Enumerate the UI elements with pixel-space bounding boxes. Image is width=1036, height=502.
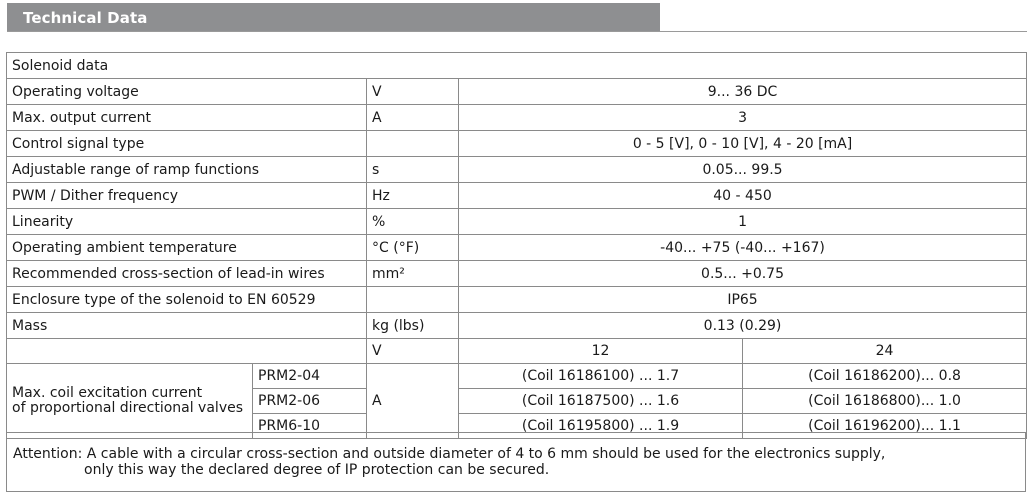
coil-value-24v: (Coil 16196200)... 1.1 <box>743 414 1027 439</box>
table-row <box>7 79 1027 105</box>
table-row <box>7 157 1027 183</box>
voltage-header-row <box>7 339 1027 364</box>
coil-label <box>7 364 253 439</box>
row-label: Adjustable range of ramp functions <box>7 157 367 183</box>
table-row <box>7 313 1027 339</box>
valve-name: PRM2-04 <box>253 364 367 389</box>
row-unit: % <box>367 209 459 235</box>
table-row <box>7 105 1027 131</box>
row-unit: °C (°F) <box>367 235 459 261</box>
coil-value-12v: (Coil 16187500) ... 1.6 <box>459 389 743 414</box>
empty-cell <box>7 339 367 364</box>
table-row <box>7 261 1027 287</box>
row-unit: s <box>367 157 459 183</box>
row-label: Control signal type <box>7 131 367 157</box>
row-label: Operating ambient temperature <box>7 235 367 261</box>
section-title: Solenoid data <box>7 53 1027 79</box>
row-label: Recommended cross-section of lead-in wires <box>7 261 367 287</box>
row-label: PWM / Dither frequency <box>7 183 367 209</box>
solenoid-data-table <box>6 52 1027 439</box>
coil-row <box>7 364 1027 389</box>
coil-label-line1: Max. coil excitation current <box>12 385 203 401</box>
row-label: Enclosure type of the solenoid to EN 60529 <box>7 287 367 313</box>
table-row <box>7 183 1027 209</box>
coil-value-24v: (Coil 16186200)... 0.8 <box>743 364 1027 389</box>
row-value: IP65 <box>459 287 1027 313</box>
table-row <box>7 287 1027 313</box>
coil-unit: A <box>367 364 459 439</box>
row-unit <box>367 287 459 313</box>
row-value: 9... 36 DC <box>459 79 1027 105</box>
row-unit: mm² <box>367 261 459 287</box>
row-label: Mass <box>7 313 367 339</box>
valve-name: PRM6-10 <box>253 414 367 439</box>
page-title: Technical Data <box>23 9 148 27</box>
note-line-1: Attention: A cable with a circular cross-section and outside diameter of 4 to 6 mm should be used for the electronics supply, <box>13 446 886 462</box>
note-line-2: only this way the declared degree of IP protection can be secured. <box>84 462 550 478</box>
row-value: 0.5... +0.75 <box>459 261 1027 287</box>
attention-note <box>6 432 1026 492</box>
voltage-unit: V <box>367 339 459 364</box>
table-row <box>7 209 1027 235</box>
header-divider <box>7 31 1027 32</box>
valve-name: PRM2-06 <box>253 389 367 414</box>
row-value: 1 <box>459 209 1027 235</box>
table-section-row <box>7 53 1027 79</box>
technical-data-header <box>0 0 1036 32</box>
coil-value-24v: (Coil 16186800)... 1.0 <box>743 389 1027 414</box>
row-label: Linearity <box>7 209 367 235</box>
row-value: 0.13 (0.29) <box>459 313 1027 339</box>
row-value: 0.05... 99.5 <box>459 157 1027 183</box>
row-unit: Hz <box>367 183 459 209</box>
voltage-24-header: 24 <box>743 339 1027 364</box>
row-label: Operating voltage <box>7 79 367 105</box>
row-value: 3 <box>459 105 1027 131</box>
row-unit: kg (lbs) <box>367 313 459 339</box>
row-unit <box>367 131 459 157</box>
row-unit: V <box>367 79 459 105</box>
row-label: Max. output current <box>7 105 367 131</box>
voltage-12-header: 12 <box>459 339 743 364</box>
coil-value-12v: (Coil 16186100) ... 1.7 <box>459 364 743 389</box>
row-value: 0 - 5 [V], 0 - 10 [V], 4 - 20 [mA] <box>459 131 1027 157</box>
table-row <box>7 235 1027 261</box>
header-tab <box>7 3 660 31</box>
table-row <box>7 131 1027 157</box>
row-value: -40... +75 (-40... +167) <box>459 235 1027 261</box>
row-unit: A <box>367 105 459 131</box>
coil-label-line2: of proportional directional valves <box>12 400 244 416</box>
row-value: 40 - 450 <box>459 183 1027 209</box>
coil-value-12v: (Coil 16195800) ... 1.9 <box>459 414 743 439</box>
